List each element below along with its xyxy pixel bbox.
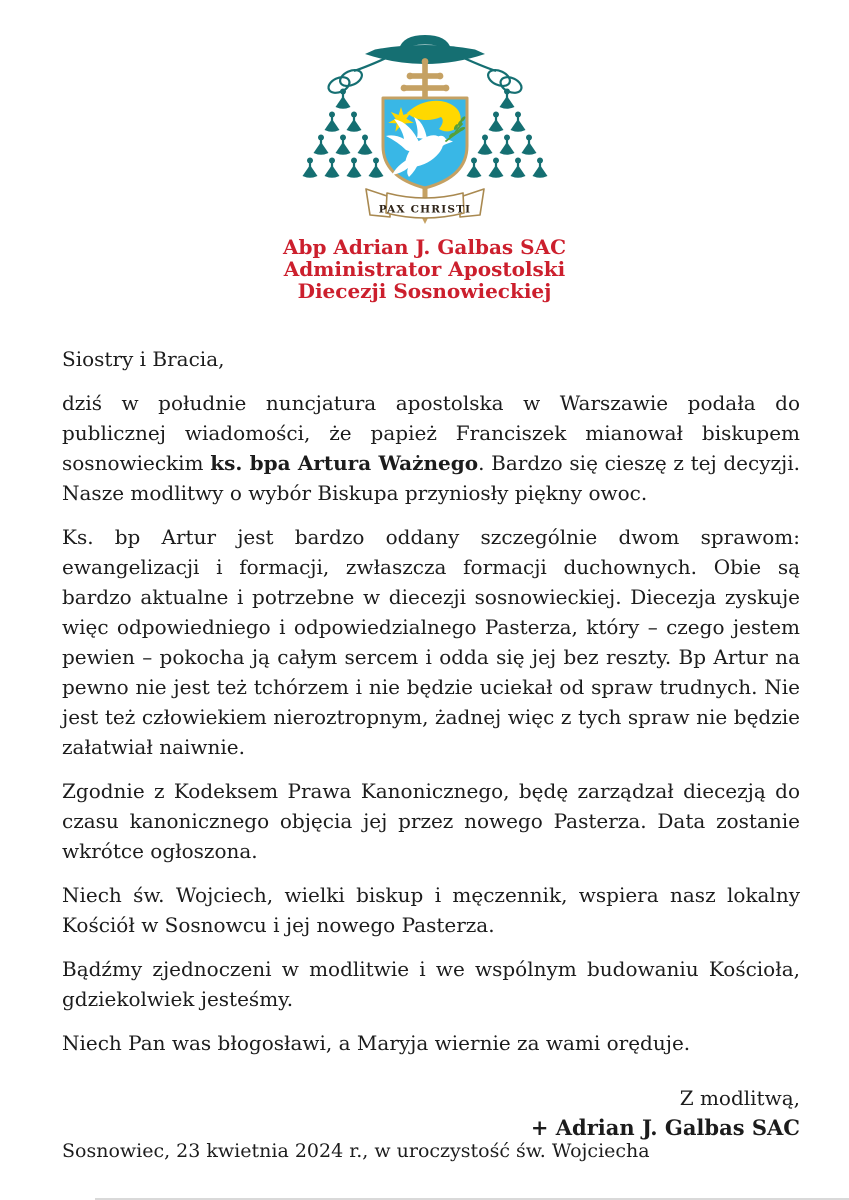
coat-of-arms	[293, 34, 557, 230]
pax-christi-motto: PAX CHRISTI	[378, 203, 471, 216]
author-diocese-line: Diecezji Sosnowieckiej	[297, 279, 552, 303]
letter-body	[0, 344, 849, 1058]
paragraph-1	[62, 388, 800, 508]
tassels-right-icon	[466, 89, 547, 178]
paragraph-3: Zgodnie z Kodeksem Prawa Kanonicznego, będę zarządzał diecezją do czasu kanonicznego objęcia jej przez nowego Pasterza. Data zostanie wkrótce ogłoszona.	[62, 779, 800, 863]
signature: + Adrian J. Galbas SAC	[530, 1115, 800, 1140]
paragraph-2: Ks. bp Artur jest bardzo oddany szczególnie dwom sprawom: ewangelizacji i formacji, zwłaszcza formacji duchownych. Obie są bardzo aktualne i potrzebne w diecezji sosnowieckiej. Diecezja zyskuje więc odpowiedniego i odpowiedzialnego Pasterza, który – czego jestem pewien – pokocha ją całym sercem i odda się jej bez reszty. Bp Artur na pewno nie jest też tchórzem i nie będzie uciekał od spraw trudnych. Nie jest też człowiekiem nieroztropnym, żadnej więc z tych spraw nie będzie załatwiał naiwnie.	[62, 525, 800, 759]
paragraph-5: Bądźmy zjednoczeni w modlitwie i we wspólnym budowaniu Kościoła, gdziekolwiek jesteśmy.	[62, 957, 800, 1011]
letterhead	[0, 0, 849, 302]
closing-block	[0, 1084, 849, 1142]
paragraph-1-text: dziś w południe nuncjatura apostolska w Warszawie podała do publicznej wiadomości, że papież Franciszek mianował biskupem sosnowieckim	[62, 391, 800, 475]
paragraph-1-bold-name: ks. bpa Artura Ważnego	[210, 451, 479, 475]
salutation: Siostry i Bracia,	[62, 347, 225, 371]
author-title-line: Administrator Apostolski	[283, 257, 566, 281]
dateline: Sosnowiec, 23 kwietnia 2024 r., w uroczystość św. Wojciecha	[62, 1140, 650, 1162]
author-name-line: Abp Adrian J. Galbas SAC	[282, 235, 567, 259]
paragraph-6: Niech Pan was błogosławi, a Maryja wiernie za wami oręduje.	[62, 1031, 691, 1055]
tassels-left-icon	[302, 89, 383, 178]
paragraph-1-text-after: . Bardzo się cieszę z tej decyzji. Nasze modlitwy o wybór Biskupa przyniosły piękny owoc.	[62, 451, 800, 505]
letterhead-author-block	[0, 236, 849, 302]
valediction: Z modlitwą,	[679, 1086, 800, 1110]
paragraph-4: Niech św. Wojciech, wielki biskup i męczennik, wspiera nasz lokalny Kościół w Sosnowcu i jej nowego Pasterza.	[62, 883, 800, 937]
patriarchal-cross-icon	[400, 58, 449, 101]
